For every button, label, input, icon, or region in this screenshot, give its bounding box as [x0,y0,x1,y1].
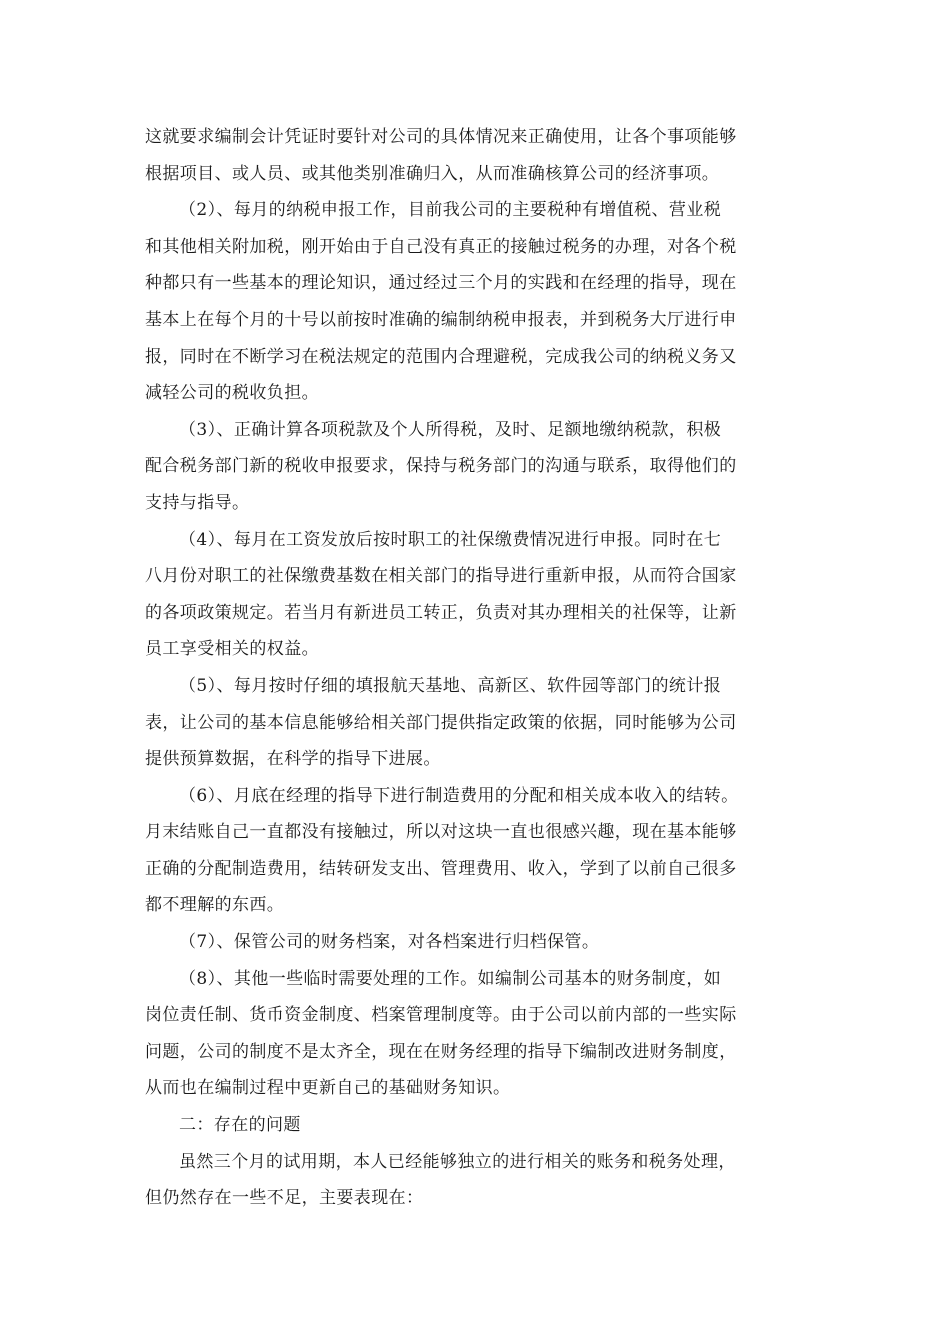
text-line: 从而也在编制过程中更新自己的基础财务知识。 [145,1078,511,1099]
text-line: （2）、每月的纳税申报工作，目前我公司的主要税种有增值税、营业税 [179,200,722,221]
text-line: （3）、正确计算各项税款及个人所得税，及时、足额地缴纳税款，积极 [179,419,722,440]
paragraph [145,1144,810,1217]
paragraph [145,119,810,192]
paragraph [145,961,810,1107]
text-line: 和其他相关附加税，刚开始由于自己没有真正的接触过税务的办理，对各个税 [145,236,737,257]
text-line: 基本上在每个月的十号以前按时准确的编制纳税申报表，并到税务大厅进行申 [145,309,737,330]
text-line: 员工享受相关的权益。 [145,639,319,660]
text-line: 支持与指导。 [145,492,250,513]
text-line: 二：存在的问题 [179,1115,301,1136]
text-line: 配合税务部门新的税收申报要求，保持与税务部门的沟通与联系，取得他们的 [145,456,737,477]
paragraph [145,778,810,924]
text-line: 都不理解的东西。 [145,895,285,916]
text-line: 虽然三个月的试用期，本人已经能够独立的进行相关的账务和税务处理， [179,1151,736,1172]
text-line: （6）、月底在经理的指导下进行制造费用的分配和相关成本收入的结转。 [179,785,739,806]
text-line: 月末结账自己一直都没有接触过，所以对这块一直也很感兴趣，现在基本能够 [145,822,737,843]
text-line: （4）、每月在工资发放后按时职工的社保缴费情况进行申报。同时在七 [179,529,722,550]
text-line: 的各项政策规定。若当月有新进员工转正，负责对其办理相关的社保等，让新 [145,602,737,623]
paragraph [145,192,810,412]
text-line: 但仍然存在一些不足，主要表现在： [145,1188,424,1209]
text-line: 正确的分配制造费用，结转研发支出、管理费用、收入，学到了以前自己很多 [145,858,737,879]
text-line: 问题，公司的制度不是太齐全，现在在财务经理的指导下编制改进财务制度， [145,1041,737,1062]
text-line: 报，同时在不断学习在税法规定的范围内合理避税，完成我公司的纳税义务又 [145,346,737,367]
paragraph [145,668,810,778]
paragraph [145,1107,810,1144]
text-line: 根据项目、或人员、或其他类别准确归入，从而准确核算公司的经济事项。 [145,163,720,184]
text-line: 岗位责任制、货币资金制度、档案管理制度等。由于公司以前内部的一些实际 [145,1005,737,1026]
paragraph [145,924,810,961]
text-line: 八月份对职工的社保缴费基数在相关部门的指导进行重新申报，从而符合国家 [145,566,737,587]
paragraph [145,412,810,522]
text-line: （7）、保管公司的财务档案，对各档案进行归档保管。 [179,932,600,953]
document-page [145,119,810,1217]
text-line: 种都只有一些基本的理论知识，通过经过三个月的实践和在经理的指导，现在 [145,273,737,294]
text-line: （5）、每月按时仔细的填报航天基地、高新区、软件园等部门的统计报 [179,675,722,696]
text-line: 减轻公司的税收负担。 [145,383,319,404]
text-line: 这就要求编制会计凭证时要针对公司的具体情况来正确使用，让各个事项能够 [145,127,737,147]
text-line: 表，让公司的基本信息能够给相关部门提供指定政策的依据，同时能够为公司 [145,712,737,733]
text-line: 提供预算数据，在科学的指导下进展。 [145,749,441,770]
paragraph [145,522,810,668]
text-line: （8）、其他一些临时需要处理的工作。如编制公司基本的财务制度，如 [179,968,722,989]
